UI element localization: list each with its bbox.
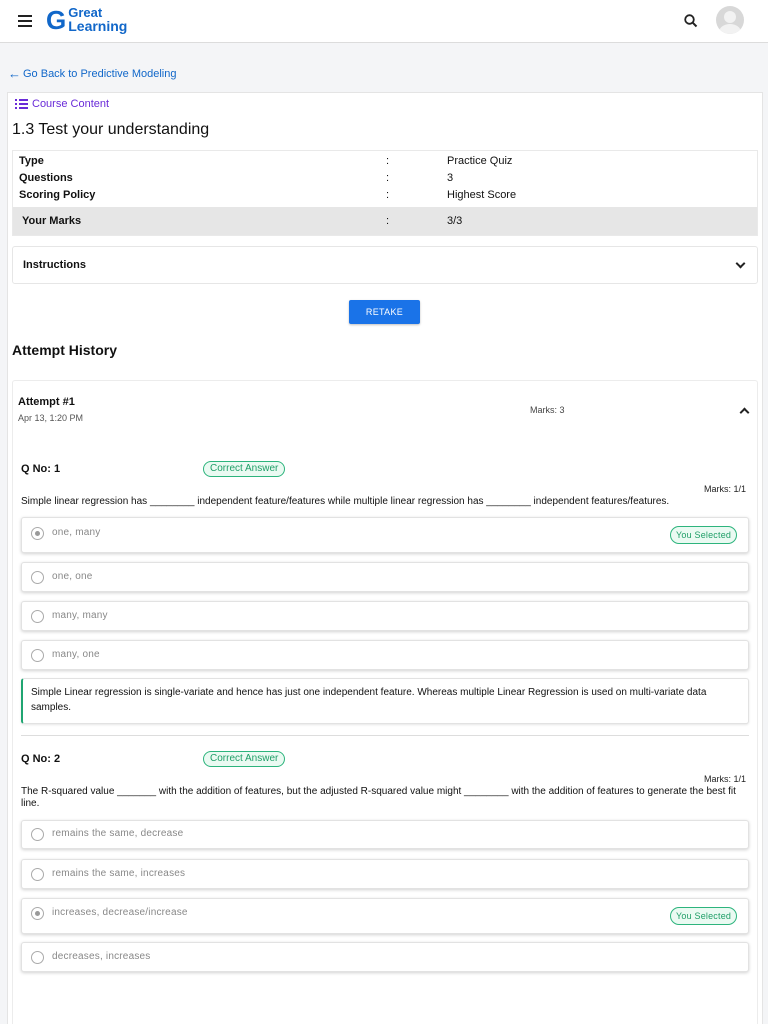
question-marks: Marks: 1/1 xyxy=(704,774,747,784)
marks-sep: : xyxy=(386,215,390,227)
meta-row-type xyxy=(13,155,757,172)
instructions-accordion[interactable] xyxy=(12,246,758,284)
meta-row-questions xyxy=(13,172,757,189)
option-text: remains the same, decrease xyxy=(52,828,184,839)
radio-icon[interactable] xyxy=(31,868,44,881)
back-arrow-icon: ← xyxy=(8,66,21,81)
content-panel xyxy=(7,92,763,1024)
attempt-date: Apr 13, 1:20 PM xyxy=(18,413,84,423)
meta-value: Practice Quiz xyxy=(447,155,513,167)
option-text: remains the same, increases xyxy=(52,868,186,879)
attempt-card xyxy=(12,380,758,1024)
quiz-meta-table xyxy=(12,150,758,236)
logo-mark: G xyxy=(46,5,67,35)
option-text: one, one xyxy=(52,571,93,582)
chevron-up-icon[interactable] xyxy=(740,408,750,418)
instructions-label: Instructions xyxy=(23,259,86,271)
meta-key: Type xyxy=(19,155,44,167)
option-text: decreases, increases xyxy=(52,951,151,962)
radio-icon[interactable] xyxy=(31,951,44,964)
correct-answer-badge: Correct Answer xyxy=(203,751,285,767)
option-text: one, many xyxy=(52,527,101,538)
search-icon[interactable] xyxy=(683,13,699,29)
radio-icon[interactable] xyxy=(31,610,44,623)
radio-selected-icon[interactable] xyxy=(31,907,44,920)
meta-sep: : xyxy=(386,155,390,167)
answer-option[interactable] xyxy=(21,517,749,553)
marks-value: 3/3 xyxy=(447,215,463,227)
radio-icon[interactable] xyxy=(31,571,44,584)
chevron-down-icon[interactable] xyxy=(736,259,746,269)
you-selected-badge: You Selected xyxy=(670,907,737,925)
marks-key: Your Marks xyxy=(22,215,82,227)
meta-sep: : xyxy=(386,172,390,184)
attempt-history-heading: Attempt History xyxy=(12,342,118,358)
attempt-title: Attempt #1 xyxy=(18,396,75,408)
question-text: Simple linear regression has ________ independent feature/features while multiple linear regression has ________ independent features/features. xyxy=(21,496,670,507)
radio-icon[interactable] xyxy=(31,828,44,841)
user-avatar-icon[interactable] xyxy=(716,6,744,34)
answer-option[interactable] xyxy=(21,601,749,631)
answer-option[interactable] xyxy=(21,859,749,889)
logo-wordmark xyxy=(68,7,127,33)
you-selected-badge: You Selected xyxy=(670,526,737,544)
radio-selected-icon[interactable] xyxy=(31,527,44,540)
answer-explanation: Simple Linear regression is single-variate and hence has just one independent feature. Whereas multiple Linear Regression is used on multi-variate data samples. xyxy=(21,678,749,724)
logo-line-2: Learning xyxy=(68,18,128,34)
question-text: The R-squared value _______ with the addition of features, but the adjusted R-squared value might ________ with the addition of features to generate the best fit line. xyxy=(21,786,736,809)
answer-option[interactable] xyxy=(21,898,749,934)
question-number: Q No: 1 xyxy=(21,463,61,475)
option-text: many, many xyxy=(52,610,108,621)
back-link[interactable] xyxy=(8,66,176,81)
meta-sep: : xyxy=(386,189,390,201)
top-app-bar xyxy=(0,0,768,43)
option-text: many, one xyxy=(52,649,100,660)
course-content-label: Course Content xyxy=(32,98,110,110)
page-title: 1.3 Test your understanding xyxy=(12,121,210,138)
correct-answer-badge: Correct Answer xyxy=(203,461,285,477)
great-learning-logo[interactable] xyxy=(46,6,127,34)
meta-row-scoring-policy xyxy=(13,189,757,206)
question-divider xyxy=(21,735,749,736)
radio-icon[interactable] xyxy=(31,649,44,662)
meta-key: Scoring Policy xyxy=(19,189,96,201)
answer-option[interactable] xyxy=(21,820,749,849)
answer-option[interactable] xyxy=(21,942,749,972)
meta-key: Questions xyxy=(19,172,73,184)
question-marks: Marks: 1/1 xyxy=(704,484,747,494)
meta-value: Highest Score xyxy=(447,189,517,201)
logo-line-1: Great xyxy=(68,5,103,20)
your-marks-row xyxy=(13,207,757,235)
question-number: Q No: 2 xyxy=(21,753,61,765)
retake-button[interactable]: RETAKE xyxy=(349,300,420,324)
option-text: increases, decrease/increase xyxy=(52,907,188,918)
meta-value: 3 xyxy=(447,172,454,184)
answer-option[interactable] xyxy=(21,640,749,670)
hamburger-icon[interactable] xyxy=(18,15,32,27)
back-link-label: Go Back to Predictive Modeling xyxy=(23,67,177,80)
course-content-link[interactable] xyxy=(15,98,109,110)
list-icon xyxy=(15,99,28,109)
attempt-marks: Marks: 3 xyxy=(530,405,565,415)
answer-option[interactable] xyxy=(21,562,749,592)
